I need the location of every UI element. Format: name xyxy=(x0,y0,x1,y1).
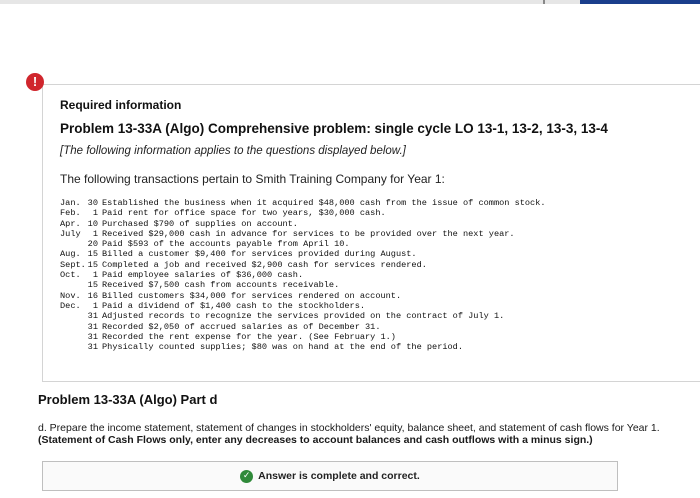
top-bar-accent xyxy=(580,0,700,4)
transaction-day: 31 xyxy=(87,321,98,332)
transactions-list xyxy=(60,198,690,352)
transaction-row xyxy=(60,198,690,208)
transaction-row xyxy=(60,280,690,290)
transaction-text: Physically counted supplies; $80 was on hand at the end of the period. xyxy=(102,342,463,353)
check-circle-icon: ✓ xyxy=(240,470,253,483)
transaction-day: 1 xyxy=(92,270,98,281)
transaction-text: Paid $593 of the accounts payable from April 10. xyxy=(102,239,350,250)
top-bar-tick xyxy=(543,0,545,4)
transaction-month: Apr. xyxy=(60,218,81,229)
transaction-row xyxy=(60,332,690,342)
transaction-row xyxy=(60,270,690,280)
transaction-text: Paid rent for office space for two years, $30,000 cash. xyxy=(102,208,386,219)
transaction-month: Sept. xyxy=(60,259,86,270)
transaction-day: 16 xyxy=(87,290,98,301)
part-d-instructions xyxy=(38,422,698,446)
transactions-intro: The following transactions pertain to Smith Training Company for Year 1: xyxy=(60,172,445,186)
transaction-month: Aug. xyxy=(60,249,81,260)
transaction-text: Adjusted records to recognize the services provided on the contract of July 1. xyxy=(102,311,505,322)
transaction-day: 30 xyxy=(87,198,98,208)
transaction-row xyxy=(60,239,690,249)
applies-note: [The following information applies to the questions displayed below.] xyxy=(60,145,406,157)
transaction-text: Billed customers $34,000 for services rendered on account. xyxy=(102,290,402,301)
transaction-text: Billed a customer $9,400 for services provided during August. xyxy=(102,249,417,260)
transaction-day: 31 xyxy=(87,331,98,342)
transaction-month: July xyxy=(60,228,81,239)
transaction-month: Oct. xyxy=(60,270,81,281)
top-progress-bar xyxy=(0,0,700,6)
part-d-instruction-text: d. Prepare the income statement, statement of changes in stockholders' equity, balance sheet, and statement of cash flows for Year 1. xyxy=(38,422,660,434)
transaction-row xyxy=(60,229,690,239)
transaction-text: Purchased $790 of supplies on account. xyxy=(102,218,298,229)
transaction-row xyxy=(60,249,690,259)
transaction-row xyxy=(60,219,690,229)
transaction-day: 10 xyxy=(87,218,98,229)
part-d-instruction-bold: (Statement of Cash Flows only, enter any decreases to account balances and cash outflows with a minus sign.) xyxy=(38,434,593,446)
transaction-day: 1 xyxy=(92,208,98,219)
transaction-row xyxy=(60,260,690,270)
exclamation-alert-icon: ! xyxy=(26,73,44,91)
transaction-month: Feb. xyxy=(60,208,81,219)
transaction-row xyxy=(60,322,690,332)
problem-title: Problem 13-33A (Algo) Comprehensive problem: single cycle LO 13-1, 13-2, 13-3, 13-4 xyxy=(60,121,608,136)
transaction-row xyxy=(60,208,690,218)
transaction-text: Paid employee salaries of $36,000 cash. xyxy=(102,270,304,281)
transaction-row xyxy=(60,301,690,311)
required-information-heading: Required information xyxy=(60,98,182,112)
transaction-text: Received $7,500 cash from accounts receivable. xyxy=(102,280,340,291)
transaction-text: Recorded $2,050 of accrued salaries as of December 31. xyxy=(102,321,381,332)
part-d-title: Problem 13-33A (Algo) Part d xyxy=(38,392,218,407)
transaction-row xyxy=(60,342,690,352)
transaction-day: 31 xyxy=(87,311,98,322)
transaction-text: Completed a job and received $2,900 cash for services rendered. xyxy=(102,259,427,270)
transaction-day: 15 xyxy=(87,259,98,270)
transaction-day: 15 xyxy=(87,249,98,260)
transaction-day: 15 xyxy=(87,280,98,291)
transaction-month: Dec. xyxy=(60,300,81,311)
transaction-text: Recorded the rent expense for the year. (See February 1.) xyxy=(102,331,396,342)
transaction-day: 31 xyxy=(87,342,98,353)
transaction-month: Nov. xyxy=(60,290,81,301)
transaction-month: Jan. xyxy=(60,198,81,208)
transaction-day: 1 xyxy=(92,228,98,239)
transaction-text: Received $29,000 cash in advance for services to be provided over the next year. xyxy=(102,228,515,239)
answer-status-box[interactable] xyxy=(42,461,618,491)
transaction-day: 20 xyxy=(87,239,98,250)
transaction-text: Paid a dividend of $1,400 cash to the stockholders. xyxy=(102,300,366,311)
top-bar-track xyxy=(0,0,580,4)
transaction-row xyxy=(60,311,690,321)
transaction-day: 1 xyxy=(92,300,98,311)
answer-status-text: Answer is complete and correct. xyxy=(258,470,420,482)
transaction-row xyxy=(60,291,690,301)
transaction-text: Established the business when it acquired $48,000 cash from the issue of common stock. xyxy=(102,198,546,208)
